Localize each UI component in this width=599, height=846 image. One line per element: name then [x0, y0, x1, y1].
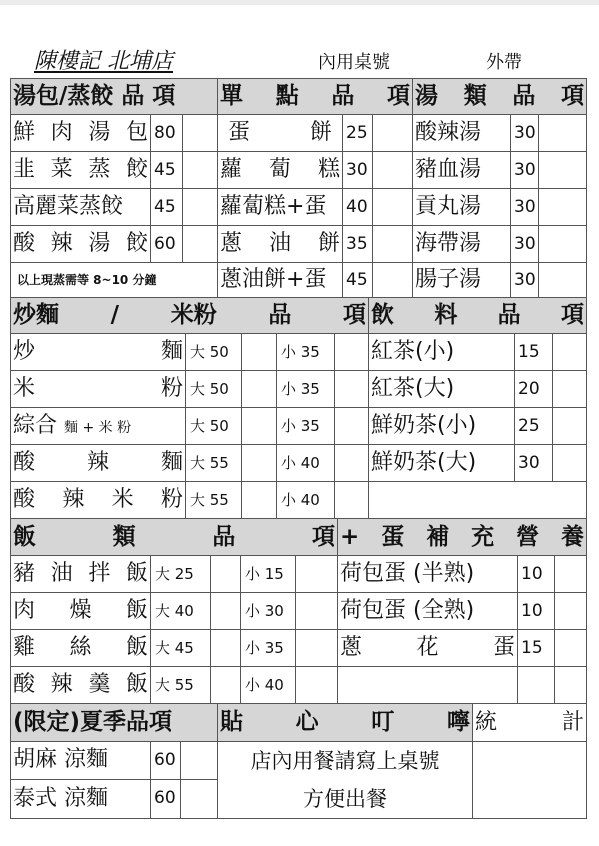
menu-item-price: 30 [515, 445, 553, 482]
menu-item-name: 泰式 涼麵 [11, 779, 151, 818]
header-drinks: 飲 料 品 項 [369, 298, 587, 334]
empty-cell [555, 667, 587, 704]
large-qty-cell[interactable] [242, 445, 277, 482]
menu-item-price: 45 [343, 263, 373, 298]
small-price: 小 35 [277, 371, 335, 408]
menu-item-name: 蛋 餅 [218, 115, 343, 152]
menu-item-name: 蔥 油 餅 [218, 226, 343, 263]
small-price: 小 30 [241, 593, 296, 630]
menu-item-price: 15 [518, 630, 555, 667]
menu-item-name: 紅茶(小) [369, 334, 515, 371]
qty-cell[interactable] [555, 630, 587, 667]
small-qty-cell[interactable] [335, 371, 369, 408]
qty-cell[interactable] [183, 115, 218, 152]
qty-cell[interactable] [183, 152, 218, 189]
menu-item-name: 豬血湯 [413, 152, 511, 189]
section-noodles-drinks [10, 297, 587, 519]
menu-item-price: 60 [151, 779, 181, 818]
large-price: 大 55 [151, 667, 211, 704]
menu-item-name: 蘿 蔔 糕 [218, 152, 343, 189]
menu-item-name: 蔥 花 蛋 [338, 630, 518, 667]
menu-item-name: 肉 燥 飯 [11, 593, 151, 630]
menu-item-price: 30 [343, 152, 373, 189]
menu-item-price: 20 [515, 371, 553, 408]
large-price: 大 55 [186, 445, 242, 482]
small-price: 小 35 [277, 408, 335, 445]
qty-cell[interactable] [183, 189, 218, 226]
qty-cell[interactable] [373, 189, 413, 226]
menu-item-price: 60 [151, 226, 183, 263]
menu-item-name: 荷包蛋 (全熟) [338, 593, 518, 630]
menu-item-name: 蘿蔔糕+蛋 [218, 189, 343, 226]
qty-cell[interactable] [181, 742, 218, 780]
large-qty-cell[interactable] [211, 667, 241, 704]
menu-item-name: 酸 辣 湯 餃 [11, 226, 151, 263]
large-price: 大 25 [151, 556, 211, 593]
menu-item-price: 10 [518, 556, 555, 593]
menu-item-price: 30 [511, 152, 539, 189]
small-qty-cell[interactable] [296, 593, 338, 630]
qty-cell[interactable] [553, 408, 587, 445]
header-snacks: 單 點 品 項 [218, 79, 413, 115]
large-qty-cell[interactable] [242, 334, 277, 371]
small-price: 小 15 [241, 556, 296, 593]
qty-cell[interactable] [553, 334, 587, 371]
menu-item-price: 30 [511, 263, 539, 298]
menu-item-name: 鮮奶茶(小) [369, 408, 515, 445]
menu-item-name: 酸 辣 米 粉 [11, 482, 186, 519]
menu-item-name: 炒 麵 [11, 334, 186, 371]
takeout-label: 外帶 [486, 52, 522, 73]
menu-item-name: 蔥油餅+蛋 [218, 263, 343, 298]
menu-item-price: 35 [343, 226, 373, 263]
small-qty-cell[interactable] [335, 408, 369, 445]
menu-item-name: 酸辣湯 [413, 115, 511, 152]
large-qty-cell[interactable] [211, 593, 241, 630]
menu-item-price: 45 [151, 152, 183, 189]
header-dumplings: 湯包/蒸餃 品 項 [11, 79, 218, 115]
menu-item-price: 30 [511, 115, 539, 152]
menu-item-price: 60 [151, 742, 181, 780]
qty-cell[interactable] [183, 226, 218, 263]
large-price: 大 40 [151, 593, 211, 630]
section-summer-reminder [10, 703, 587, 819]
reminder-text [218, 742, 473, 819]
menu-item-name: 腸子湯 [413, 263, 511, 298]
qty-cell[interactable] [373, 115, 413, 152]
large-qty-cell[interactable] [242, 482, 277, 519]
menu-item-name: 紅茶(大) [369, 371, 515, 408]
menu-item-name: 荷包蛋 (半熟) [338, 556, 518, 593]
menu-item-name: 豬 油 拌 飯 [11, 556, 151, 593]
small-price: 小 40 [241, 667, 296, 704]
qty-cell[interactable] [539, 263, 587, 298]
store-name: 陳樓記 北埔店 [34, 49, 173, 74]
menu-item-name: 米 粉 [11, 371, 186, 408]
qty-cell[interactable] [181, 779, 218, 818]
reminder-line-2: 方便出餐 [303, 787, 388, 811]
menu-item-name: 胡麻 涼麵 [11, 742, 151, 780]
menu-item-price: 25 [343, 115, 373, 152]
qty-cell[interactable] [539, 115, 587, 152]
small-qty-cell[interactable] [335, 445, 369, 482]
menu-item-name: 貢丸湯 [413, 189, 511, 226]
menu-item-name: 高麗菜蒸餃 [11, 189, 151, 226]
header-total: 統 計 [473, 704, 587, 742]
qty-cell[interactable] [539, 152, 587, 189]
large-price: 大 50 [186, 334, 242, 371]
large-price: 大 50 [186, 408, 242, 445]
menu-item-name: 韭 菜 蒸 餃 [11, 152, 151, 189]
small-qty-cell[interactable] [296, 556, 338, 593]
menu-item-name: 鮮 肉 湯 包 [11, 115, 151, 152]
section-dumplings-snacks-soups [10, 78, 587, 298]
total-field[interactable] [473, 742, 587, 819]
large-price: 大 45 [151, 630, 211, 667]
small-price: 小 35 [277, 334, 335, 371]
menu-item-price: 30 [511, 226, 539, 263]
small-price: 小 40 [277, 445, 335, 482]
small-qty-cell[interactable] [335, 482, 369, 519]
small-price: 小 35 [241, 630, 296, 667]
menu-item-main: 綜合 [13, 413, 58, 438]
menu-item-price: 15 [515, 334, 553, 371]
header-reminder: 貼 心 叮 嚀 [218, 704, 473, 742]
menu-item-name: 海帶湯 [413, 226, 511, 263]
menu-item-name [11, 408, 186, 445]
menu-item-price: 30 [511, 189, 539, 226]
small-price: 小 40 [277, 482, 335, 519]
header-summer-items: (限定)夏季品項 [11, 704, 218, 742]
section-rice-eggs [10, 518, 587, 704]
qty-cell[interactable] [555, 556, 587, 593]
reminder-line-1: 店內用餐請寫上桌號 [250, 749, 440, 773]
large-qty-cell[interactable] [211, 630, 241, 667]
menu-item-price: 25 [515, 408, 553, 445]
qty-cell[interactable] [553, 445, 587, 482]
menu-item-price: 45 [151, 189, 183, 226]
qty-cell[interactable] [373, 152, 413, 189]
menu-item-name: 酸 辣 羹 飯 [11, 667, 151, 704]
qty-cell[interactable] [555, 593, 587, 630]
large-qty-cell[interactable] [242, 371, 277, 408]
menu-item-price: 40 [343, 189, 373, 226]
header-soups: 湯 類 品 項 [413, 79, 587, 115]
qty-cell[interactable] [373, 263, 413, 298]
menu-item-name: 鮮奶茶(大) [369, 445, 515, 482]
steam-wait-note: 以上現蒸需等 8~10 分鐘 [11, 263, 218, 298]
header-noodles: 炒麵 / 米粉 品 項 [11, 298, 369, 334]
small-qty-cell[interactable] [296, 630, 338, 667]
menu-item-price: 10 [518, 593, 555, 630]
large-qty-cell[interactable] [211, 556, 241, 593]
dine-in-label: 內用桌號 [318, 52, 390, 73]
empty-cell [369, 482, 587, 519]
large-price: 大 50 [186, 371, 242, 408]
qty-cell[interactable] [373, 226, 413, 263]
menu-item-name: 雞 絲 飯 [11, 630, 151, 667]
large-qty-cell[interactable] [242, 408, 277, 445]
empty-cell [338, 667, 518, 704]
header-rice: 飯 類 品 項 [11, 519, 338, 556]
menu-item-name: 酸 辣 麵 [11, 445, 186, 482]
header-eggs: + 蛋 補 充 營 養 [338, 519, 587, 556]
large-price: 大 55 [186, 482, 242, 519]
menu-item-sub: 麵 + 米 粉 [64, 420, 132, 436]
qty-cell[interactable] [539, 189, 587, 226]
qty-cell[interactable] [539, 226, 587, 263]
top-strip [0, 0, 599, 5]
empty-cell [518, 667, 555, 704]
menu-item-price: 80 [151, 115, 183, 152]
small-qty-cell[interactable] [335, 334, 369, 371]
small-qty-cell[interactable] [296, 667, 338, 704]
qty-cell[interactable] [553, 371, 587, 408]
